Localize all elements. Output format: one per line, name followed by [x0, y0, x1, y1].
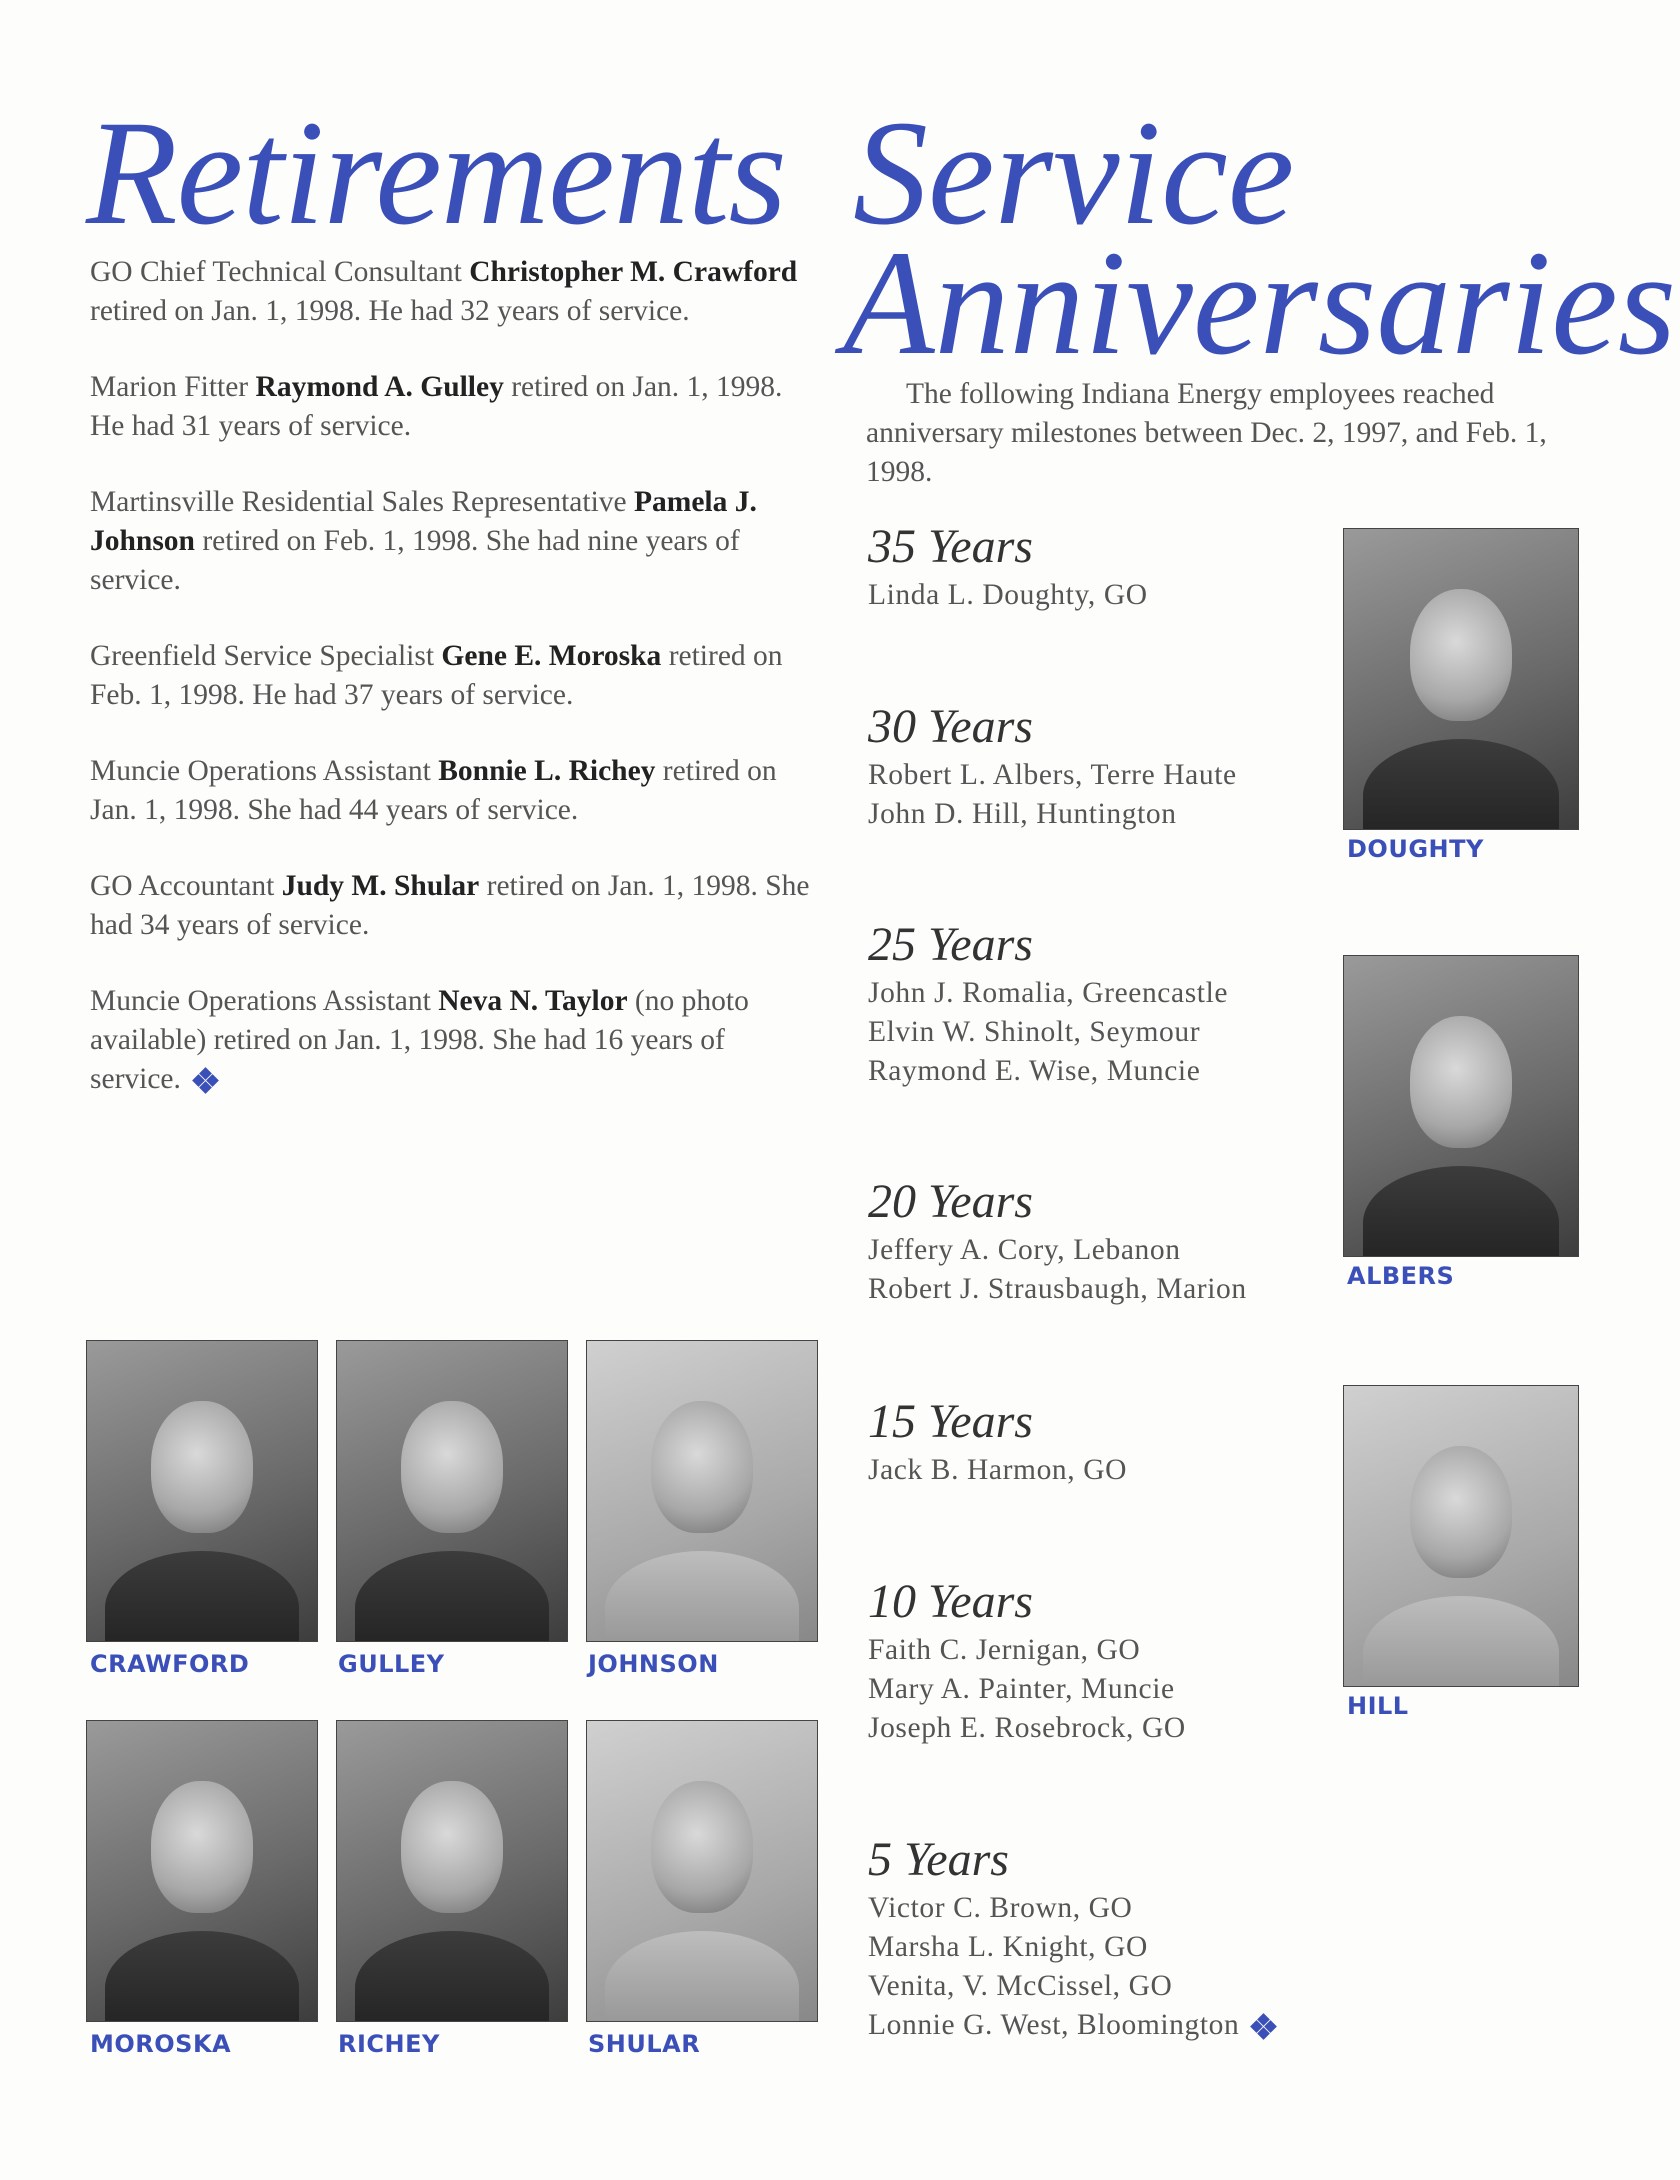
retirement-text: (no photo available) retired on Jan. 1, 1998. She had 16 years of service. — [90, 985, 749, 1095]
employee-name: Faith C. Jernigan, GO — [868, 1634, 1141, 1666]
retirement-paragraph — [90, 368, 820, 446]
photo-caption: ALBERS — [1347, 1262, 1455, 1290]
photo-caption: CRAWFORD — [90, 1650, 250, 1678]
employee-name: Elvin W. Shinolt, Seymour — [868, 1016, 1201, 1048]
employee-name: Robert L. Albers, Terre Haute — [868, 759, 1237, 791]
retirement-paragraph — [90, 752, 820, 830]
photo-caption: JOHNSON — [588, 1650, 719, 1678]
photo-doughty — [1343, 528, 1579, 830]
photo-richey — [336, 1720, 568, 2022]
employee-name: Raymond E. Wise, Muncie — [868, 1055, 1201, 1087]
photo-caption: RICHEY — [338, 2030, 440, 2058]
retirement-text: retired on Feb. 1, 1998. She had nine years of service. — [90, 525, 740, 596]
group-heading: 10 Years — [868, 1575, 1033, 1628]
employee-name: John J. Romalia, Greencastle — [868, 977, 1229, 1009]
retirement-text: retired on Jan. 1, 1998. He had 31 years of service. — [90, 371, 783, 442]
service-intro: The following Indiana Energy employees reached anniversary milestones between Dec. 2, 1997, and Feb. 1, 1998. — [866, 378, 1547, 488]
retirement-text: retired on Jan. 1, 1998. She had 44 years of service. — [90, 755, 777, 826]
photo-moroska — [86, 1720, 318, 2022]
photo-johnson — [586, 1340, 818, 1642]
anniversary-group — [868, 700, 1328, 834]
retirement-text: Marion Fitter — [90, 371, 256, 403]
retirement-paragraph — [90, 867, 820, 945]
retirements-title: Retirements — [86, 90, 786, 256]
four-diamond-icon — [191, 1069, 221, 1093]
photo-caption: SHULAR — [588, 2030, 701, 2058]
retirement-text: GO Chief Technical Consultant — [90, 256, 470, 288]
retiree-name: Christopher M. Crawford — [469, 256, 798, 288]
employee-name: Mary A. Painter, Muncie — [868, 1673, 1175, 1705]
employee-name: Jack B. Harmon, GO — [868, 1454, 1128, 1486]
retirement-paragraph — [90, 253, 820, 331]
retirement-text: retired on Jan. 1, 1998. He had 32 years of service. — [90, 295, 690, 327]
retirement-text: retired on Jan. 1, 1998. She had 34 years of service. — [90, 870, 810, 941]
photo-gulley — [336, 1340, 568, 1642]
photo-shular — [586, 1720, 818, 2022]
group-heading: 25 Years — [868, 918, 1033, 971]
retiree-name: Neva N. Taylor — [438, 985, 628, 1017]
anniversary-group — [868, 1575, 1328, 1748]
employee-name: Linda L. Doughty, GO — [868, 579, 1148, 611]
retirement-paragraph — [90, 483, 820, 600]
group-heading: 5 Years — [868, 1833, 1009, 1886]
retiree-name: Raymond A. Gulley — [255, 371, 504, 403]
photo-hill — [1343, 1385, 1579, 1687]
photo-caption: GULLEY — [338, 1650, 445, 1678]
photo-caption: MOROSKA — [90, 2030, 232, 2058]
employee-name: Venita, V. McCissel, GO — [868, 1970, 1173, 2002]
group-heading: 30 Years — [868, 700, 1033, 753]
retirement-text: GO Accountant — [90, 870, 282, 902]
anniversary-group — [868, 520, 1328, 615]
employee-name: Joseph E. Rosebrock, GO — [868, 1712, 1186, 1744]
employee-name-text: Lonnie G. West, Bloomington — [868, 2009, 1240, 2041]
service-title-line1: Service — [853, 90, 1295, 256]
retirement-paragraph — [90, 982, 820, 1099]
retirement-text: Martinsville Residential Sales Representative — [90, 486, 634, 518]
anniversary-group — [868, 1833, 1328, 2045]
employee-name: John D. Hill, Huntington — [868, 798, 1177, 830]
employee-name: Robert J. Strausbaugh, Marion — [868, 1273, 1247, 1305]
employee-name: Jeffery A. Cory, Lebanon — [868, 1234, 1181, 1266]
anniversary-group — [868, 1175, 1328, 1309]
photo-caption: HILL — [1347, 1692, 1409, 1720]
group-heading: 15 Years — [868, 1395, 1033, 1448]
employee-name: Marsha L. Knight, GO — [868, 1931, 1148, 1963]
employee-name: Victor C. Brown, GO — [868, 1892, 1133, 1924]
photo-crawford — [86, 1340, 318, 1642]
retiree-name: Pamela J. Johnson — [90, 486, 757, 557]
retirement-paragraph — [90, 637, 820, 715]
photo-caption: DOUGHTY — [1347, 835, 1484, 863]
retiree-name: Bonnie L. Richey — [438, 755, 656, 787]
retirement-text: retired on Feb. 1, 1998. He had 37 years of service. — [90, 640, 783, 711]
anniversary-group — [868, 918, 1328, 1091]
photo-albers — [1343, 955, 1579, 1257]
retirements-column — [90, 253, 820, 1136]
retiree-name: Judy M. Shular — [281, 870, 480, 902]
service-title-line2: Anniversaries — [843, 220, 1677, 386]
retirement-text: Greenfield Service Specialist — [90, 640, 442, 672]
group-heading: 35 Years — [868, 520, 1033, 573]
four-diamond-icon — [1249, 2015, 1279, 2039]
retirement-text: Muncie Operations Assistant — [90, 755, 439, 787]
group-heading: 20 Years — [868, 1175, 1033, 1228]
retiree-name: Gene E. Moroska — [441, 640, 662, 672]
anniversary-group — [868, 1395, 1328, 1490]
employee-name — [868, 2006, 1328, 2045]
retirement-text: Muncie Operations Assistant — [90, 985, 439, 1017]
